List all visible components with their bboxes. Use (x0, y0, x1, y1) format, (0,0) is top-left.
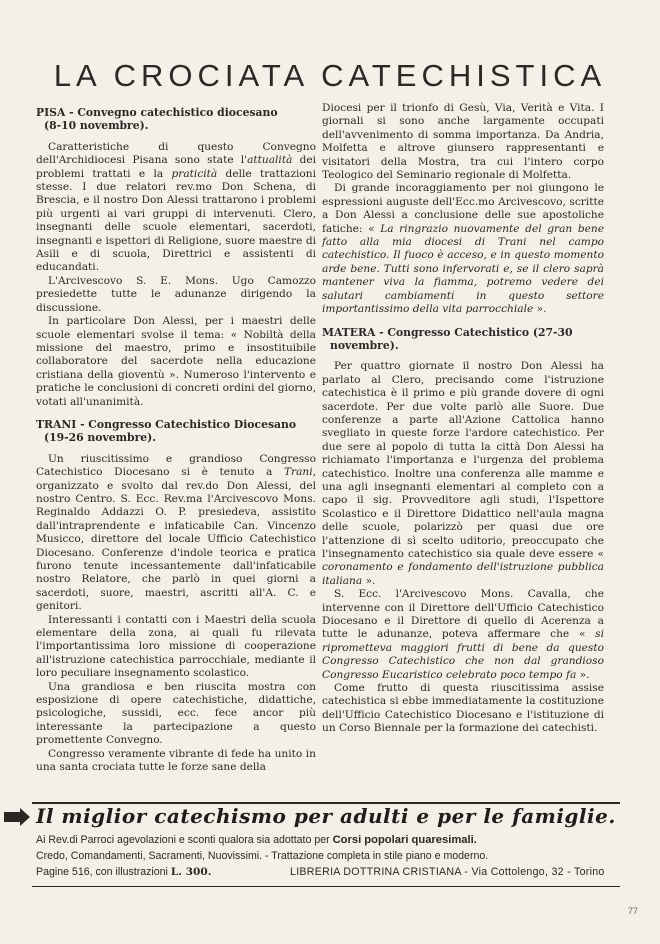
ad-publisher: LIBRERIA DOTTRINA CRISTIANA - Via Cottolengo, 32 - Torino (290, 866, 605, 878)
left-column (36, 106, 316, 775)
pisa-heading: PISA - Convegno catechistico diocesano (36, 106, 278, 119)
pisa-paragraph-1: Caratteristiche di questo Convegno dell'Archidiocesi Pisana sono state l'attualità dei problemi trattati e la praticità delle trattazioni stesse. I due relatori rev.mo Don Schena, di Brescia, e il nostro Don Alessi trattarono i problemi più urgenti ai vari gruppi di intervenuti. Clero, insegnanti delle scuole elementari, sacerdoti, insegnanti e ispettori di Religione, suore maestre di Asili e di scuola, Direttrici e assistenti di educandati. (36, 140, 317, 274)
trani-paragraph-4: Congresso veramente vibrante di fede ha unito in una santa crociata tutte le forze sane della (36, 747, 316, 774)
ad-line-1 (36, 834, 596, 846)
trani-dates: (19-26 novembre). (44, 431, 156, 445)
right-column (322, 102, 604, 736)
trani-heading: TRANI - Congresso Catechistico Diocesano (36, 417, 297, 431)
matera-paragraph-2: S. Ecc. l'Arcivescovo Mons. Cavalla, che intervenne con il Direttore dell'Ufficio Catechistico Diocesano e il Direttore di quello di Acerenza a tutte le adunanze, poteva affermare che « si ripromettevа maggiori frutti di bene da questo Congresso Catechistico che non dal grandioso Congresso Eucaristico celebrato poco tempo fa ». (322, 588, 604, 681)
ad-price: L. 300. (170, 866, 212, 878)
ad-pages: Pagine 516, con illustrazioni (36, 866, 171, 878)
matera-heading: MATERA - Congresso Catechistico (27-30 (322, 325, 573, 339)
ad-line-1-text: Ai Rev.di Parroci agevolazioni e sconti qualora sia adottato per (36, 834, 333, 846)
page-number: 77 (627, 906, 638, 916)
advertisement-box (0, 798, 660, 890)
ad-slogan: Il miglior catechismo per adulti e per le famiglie. (36, 804, 616, 828)
matera-dates: novembre). (330, 338, 399, 352)
pisa-paragraph-3: In particolare Don Alessi, per i maestri delle scuole elementari svolse il tema: « Nobiltà della missione del maestro, primo e insostituibile collaboratore del sacerdote nella educazione cristiana della gioventù ». Numeroso l'intervento e pratiche le conclusioni di concreti ordini del giorno, votati all'unanimità. (36, 315, 316, 408)
ad-line-2: Credo, Comandamenti, Sacramenti, Nuovissimi. - Trattazione completa in stile piano e moderno. (36, 850, 489, 862)
ad-line-1-bold: Corsi popolari quaresimali. (332, 834, 477, 846)
section-heading-trani (36, 418, 316, 445)
matera-paragraph-3: Come frutto di questa riuscitissima assise catechistica si ebbe immediatamente la costituzione dell'Ufficio Catechistico Diocesano e l'istituzione di un Corso Biennale per la formazione dei catechisti. (322, 682, 604, 735)
page-title: LA CROCIATA CATECHISTICA (53, 58, 607, 93)
ad-bottom-rule (32, 886, 620, 887)
section-heading-matera (322, 326, 604, 353)
matera-paragraph-1: Per quattro giornate il nostro Don Alessi ha parlato al Clero, precisando come l'istruzione catechistica è il primo e più grande dovere di ogni sacerdote. Per due volte parlò alle Suore. Due conferenze a parte all'Azione Cattolica hanno svegliato in queste forze l'ardore catechistico. Per due sere al popolo di tutta la città Don Alessi ha richiamato l'importanza e l'urgenza del problema catechistico. Inoltre una conferenza alle mamme e una agli insegnanti elementari al completo con a capo il sig. Provveditore agli studi, l'Ispettore Scolastico e il Direttore Didattico nell'aula magna delle scuole, polarizzò per quasi due ore l'attenzione di sì scelto uditorio, preoccupato che l'insegnamento catechistico sia quale deve essere « coronamento e fondamento dell'istruzione pubblica italiana ». (322, 360, 604, 587)
section-heading-pisa (36, 106, 316, 133)
trani-paragraph-3: Una grandiosa e ben riuscita mostra con esposizione di opere catechistiche, didattiche, psicologiche, sussidi, ecc. fece ancor più interessante la partecipazione a questo promettente Convegno. (36, 680, 316, 747)
trani-paragraph-2: Interessanti i contatti con i Maestri della scuola elementare della zona, ai quali fu rilevata l'importantissima loro missione di cooperazione all'istruzione catechistica parrocchiale, mediante il loro peculiare insegnamento scolastico. (36, 613, 316, 680)
pisa-paragraph-2: L'Arcivescovo S. E. Mons. Ugo Camozzo presiedette tutte le adunanze dirigendo la discussione. (36, 274, 316, 314)
pisa-dates: (8-10 novembre). (44, 119, 149, 133)
trani-continued-paragraph-1: Diocesi per il trionfo di Gesù, Via, Verità e Vita. I giornali si sono anche largamente occupati dell'avvenimento di somma importanza. Da Andria, Molfetta e altrove giunsero rappresentanti e visitatori della Mostra, tra cui l'intero corpo Teologico del Seminario regionale di Molfetta. (322, 102, 604, 182)
trani-paragraph-1: Un riuscitissimo e grandioso Congresso Catechistico Diocesano si è tenuto a Trani, organizzato e svolto dal rev.do Don Alessi, del nostro Centro. S. Ecc. Rev.ma l'Arcivescovo Mons. Reginaldo Addazzi O. P. presiedeva, assistito dall'intraprendente e infaticabile Can. Vincenzo Musicco, direttore del locale Ufficio Catechistico Diocesano. Conferenze d'indole teorica e pratica furono tenute incessantemente dall'infaticabile nostro Relatore, che parlò in quei giorni a sacerdoti, suore, maestri, ascritti all'A. C. e genitori. (36, 452, 316, 613)
pointing-hand-icon (2, 802, 32, 832)
ad-line-3 (36, 866, 605, 878)
trani-continued-paragraph-2: Di grande incoraggiamento per noi giungono le espressioni auguste dell'Ecc.mo Arcivescovo, scritte a Don Alessi a conclusione delle sue apostoliche fatiche: « La ringrazio nuovamente del gran bene fatto alla mia diocesi di Trani nel campo catechistico. Il fuoco è acceso, e in questo momento arde bene. Tutti sono infervorati e, se il clero saprà mantener viva la fiamma, potremo vedere dei salutari cambiamenti in questo settore importantissimo della vita parrocchiale ». (322, 182, 604, 316)
